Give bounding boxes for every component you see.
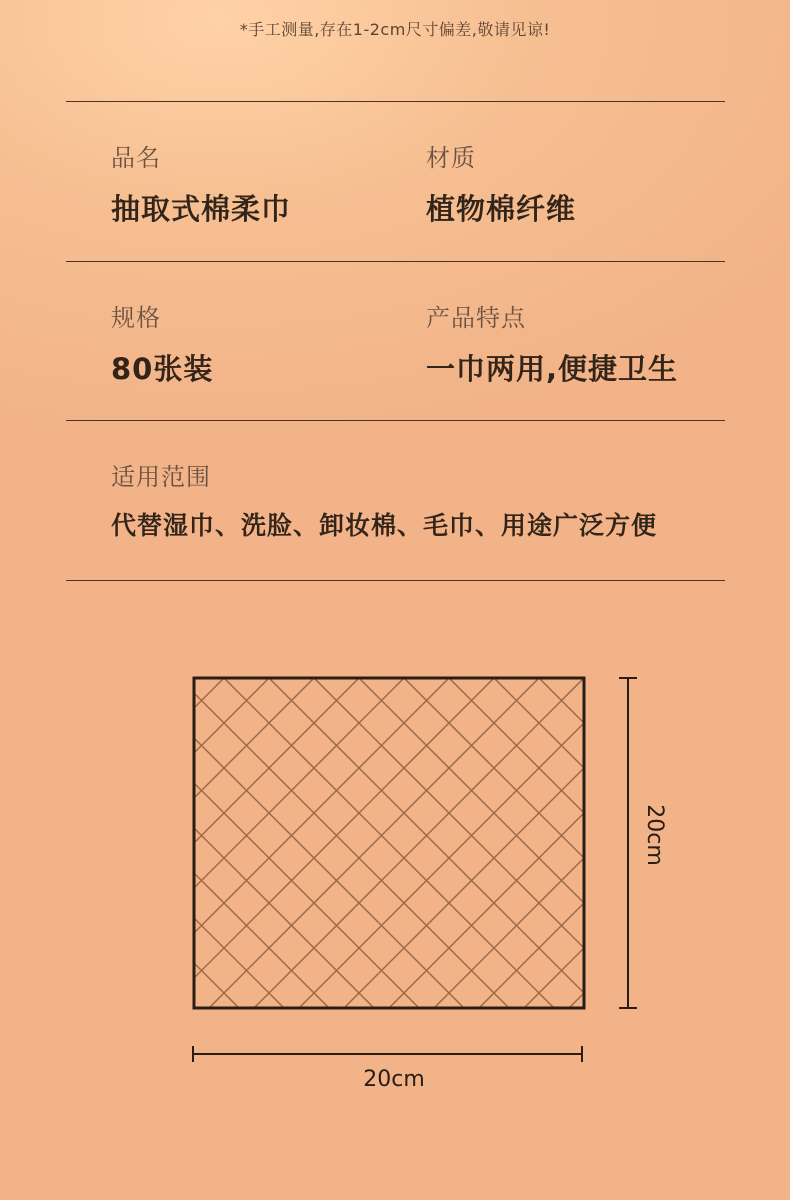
pattern-line (0, 678, 329, 1008)
spec-usage-label: 适用范围 (111, 463, 211, 491)
spec-feature (426, 298, 678, 388)
pattern-line (179, 678, 509, 1008)
pattern-line (434, 678, 764, 1008)
spec-name-label: 品名 (111, 144, 161, 172)
pattern-line (314, 678, 644, 1008)
pattern-line (164, 678, 494, 1008)
pattern-line (0, 678, 89, 1008)
pattern-line (584, 678, 790, 1008)
pattern-line (494, 678, 790, 1008)
spec-material-label: 材质 (426, 144, 476, 172)
pattern-line (344, 678, 674, 1008)
pattern-line (209, 678, 539, 1008)
pattern-line (764, 678, 790, 1008)
pattern-line (719, 678, 790, 1008)
pattern-line (269, 678, 599, 1008)
divider-2 (66, 420, 725, 421)
pattern-line (0, 678, 149, 1008)
pattern-line (569, 678, 790, 1008)
height-dimension (619, 678, 667, 1008)
pattern-line (0, 678, 239, 1008)
spec-name-value: 抽取式棉柔巾 (111, 192, 292, 226)
pattern-line (119, 678, 449, 1008)
pattern-line (224, 678, 554, 1008)
pattern-line (89, 678, 419, 1008)
pattern-line (74, 678, 404, 1008)
pattern-line (404, 678, 734, 1008)
width-label: 20cm (363, 1067, 425, 1092)
towel-shape (0, 678, 790, 1008)
pattern-line (614, 678, 790, 1008)
spec-material-value: 植物棉纤维 (426, 192, 577, 226)
pattern-line (44, 678, 374, 1008)
pattern-line (0, 678, 194, 1008)
spec-feature-value: 一巾两用,便捷卫生 (426, 352, 679, 386)
height-label: 20cm (642, 804, 667, 866)
pattern-line (479, 678, 790, 1008)
pattern-line (359, 678, 689, 1008)
quilted-pattern (0, 678, 790, 1008)
pattern-line (0, 678, 314, 1008)
spec-spec-value: 80张装 (111, 352, 214, 386)
pattern-line (0, 678, 284, 1008)
pattern-line (389, 678, 719, 1008)
pattern-line (0, 678, 44, 1008)
pattern-line (449, 678, 779, 1008)
spec-usage (111, 457, 657, 542)
spec-name (111, 138, 291, 228)
measurement-notice: *手工测量,存在1-2cm尺寸偏差,敬请见谅! (239, 20, 551, 39)
pattern-line (674, 678, 790, 1008)
spec-usage-value: 代替湿巾、洗脸、卸妆棉、毛巾、用途广泛方便 (111, 511, 658, 540)
pattern-line (299, 678, 629, 1008)
size-diagram (0, 660, 790, 1100)
pattern-line (0, 678, 224, 1008)
spec-spec-label: 规格 (111, 304, 161, 332)
divider-bottom (66, 580, 725, 581)
spec-feature-label: 产品特点 (426, 304, 526, 332)
pattern-line (134, 678, 464, 1008)
divider-top (66, 101, 725, 102)
spec-material (426, 138, 576, 228)
pattern-line (0, 678, 179, 1008)
pattern-line (254, 678, 584, 1008)
spec-spec (111, 298, 213, 388)
divider-1 (66, 261, 725, 262)
pattern-line (0, 678, 134, 1008)
width-dimension (193, 1046, 582, 1092)
